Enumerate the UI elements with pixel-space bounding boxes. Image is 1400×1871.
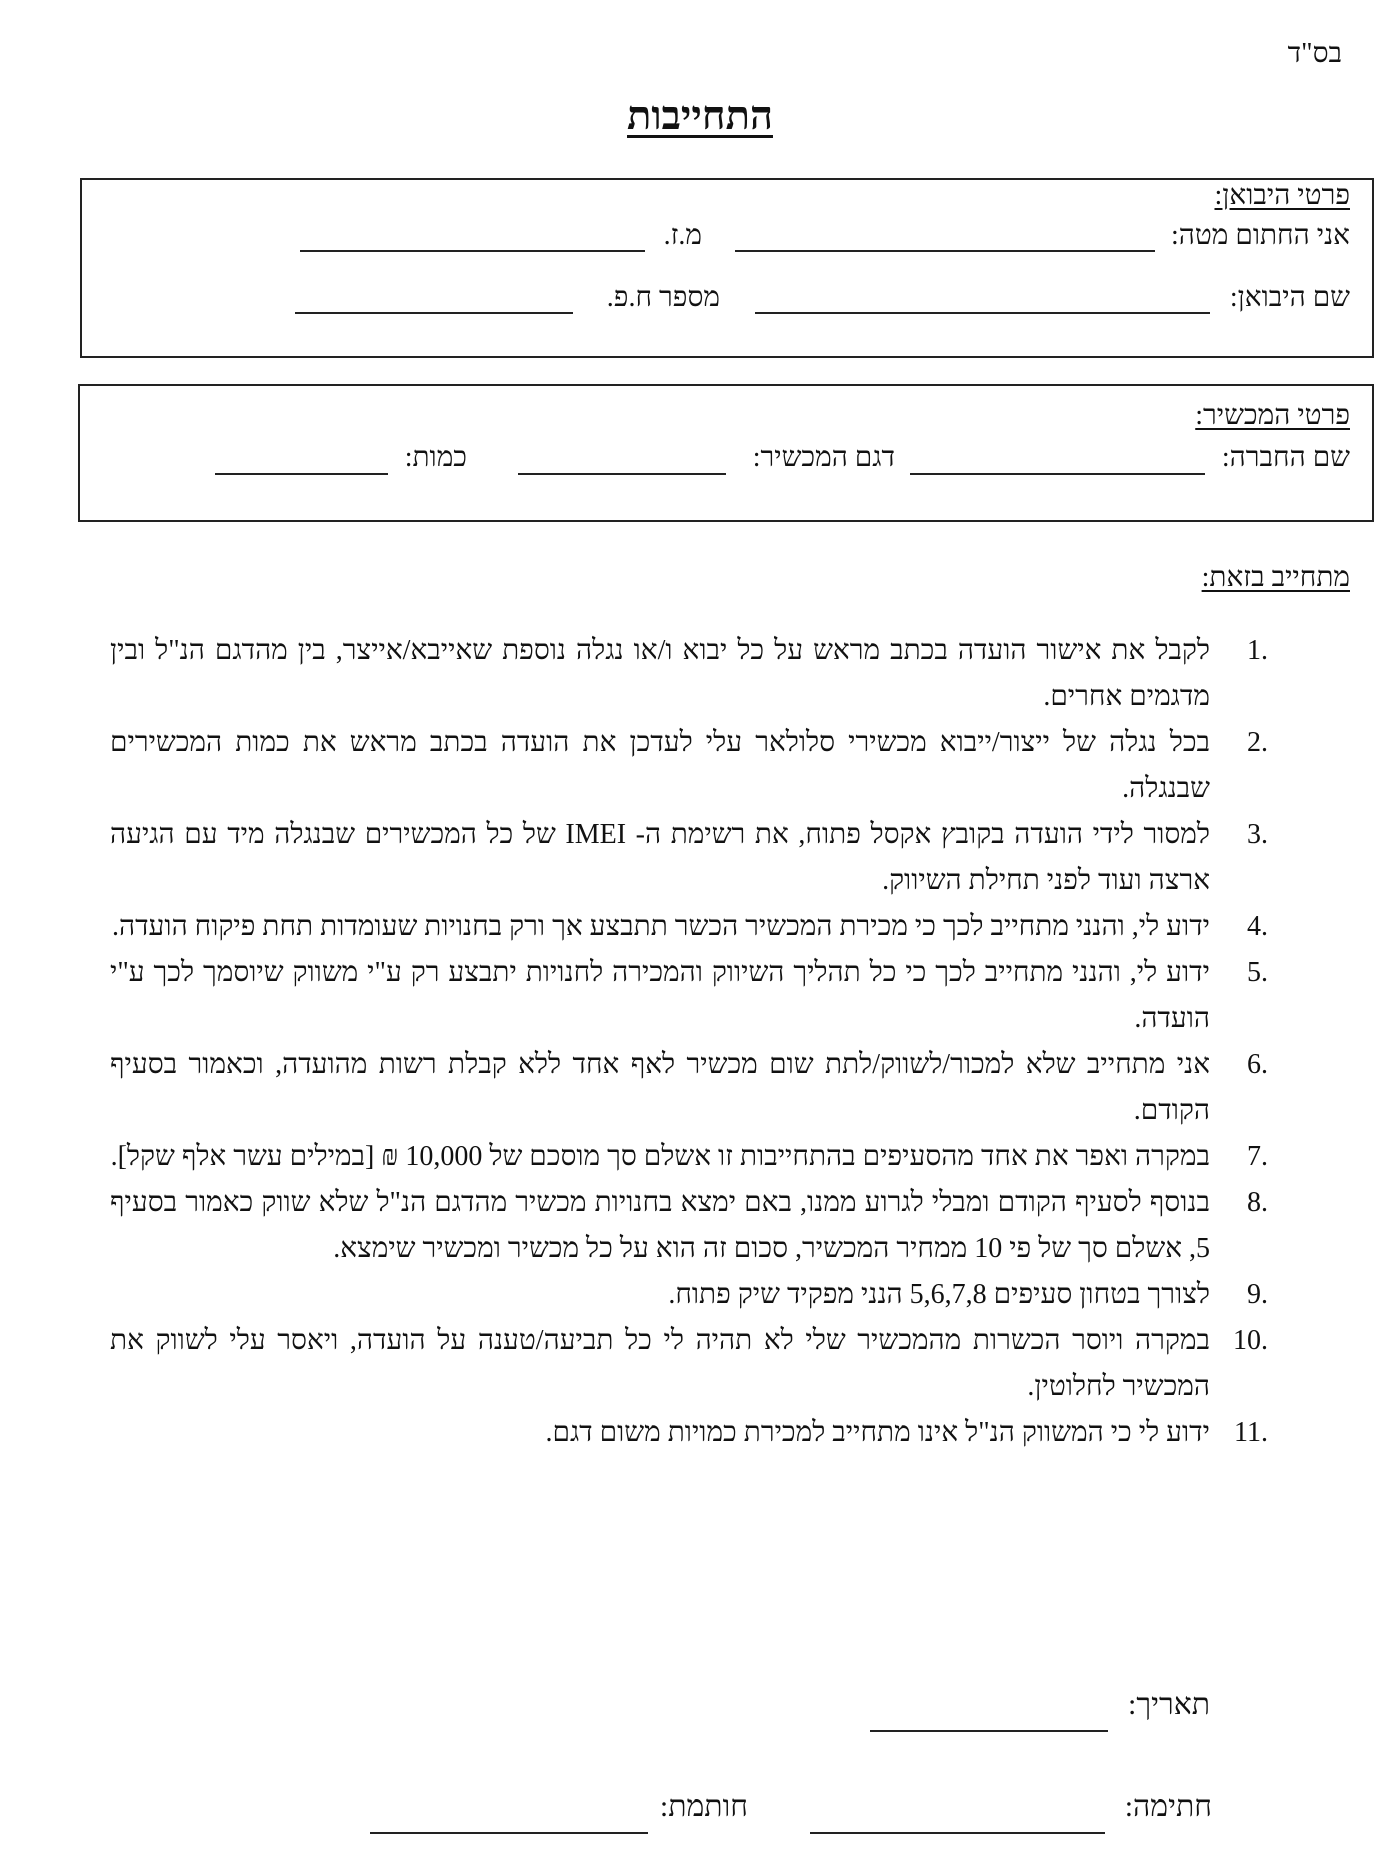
importer-details-box [80,178,1374,358]
item-number: 1. [1247,635,1268,666]
device-model-label: דגם המכשיר: [752,442,895,473]
stamp-label: חותמת: [659,1790,748,1823]
importer-name-label: שם היבואן: [1229,282,1350,313]
id-number-field[interactable] [300,250,645,252]
item-number: 8. [1247,1187,1268,1218]
item-number: 2. [1247,727,1268,758]
item-text: ידוע לי, והנני מתחייב לכך כי כל תהליך השיווק והמכירה לחנויות יתבצע רק ע"י משווק שיוסמך לכך ע"י הועדה. [110,957,1210,1034]
stamp-field[interactable] [370,1832,648,1834]
item-number: 6. [1247,1049,1268,1080]
signer-name-field[interactable] [735,250,1155,252]
item-text: ידוע לי, והנני מתחייב לכך כי מכירת המכשיר הכשר תתבצע אך ורק בחנויות שעומדות תחת פיקוח הועדה. [111,911,1210,942]
item-text: בנוסף לסעיף הקודם ומבלי לגרוע ממנו, באם ימצא בחנויות מכשיר מהדגם הנ"ל שלא שווק כאמור בסעיף 5, אשלם סך של פי 10 ממחיר המכשיר, סכום זה הוא על כל מכשיר ומכשיר שימצא. [110,1187,1210,1264]
list-item [0,812,1400,904]
device-details-box [78,384,1374,522]
list-item [0,628,1400,720]
list-item [0,1318,1400,1410]
item-number: 9. [1247,1279,1268,1310]
company-name-field[interactable] [910,473,1205,475]
item-text: במקרה ואפר את אחד מהסעיפים בהתחייבות זו אשלם סך מוסכם של 10,000 ₪ [במילים עשר אלף שקל]. [110,1141,1210,1172]
company-number-field[interactable] [295,312,573,314]
importer-name-field[interactable] [755,312,1210,314]
list-item [0,720,1400,812]
item-text: בכל נגלה של ייצור/ייבוא מכשירי סלולאר עלי לעדכן את הועדה בכתב מראש את כמות המכשירים שבנגלה. [110,727,1210,804]
document-title: התחייבות [627,93,773,138]
device-section-heading: פרטי המכשיר: [1195,400,1350,431]
list-item [0,904,1400,950]
item-text: ידוע לי כי המשווק הנ"ל אינו מתחייב למכירת כמויות משום דגם. [545,1417,1210,1448]
signature-field[interactable] [810,1832,1105,1834]
item-number: 5. [1247,957,1268,988]
date-field[interactable] [870,1730,1108,1732]
signer-label: אני החתום מטה: [1170,220,1350,251]
list-item [0,1042,1400,1134]
bsd-header: בס"ד [1287,38,1342,69]
item-text: למסור לידי הועדה בקובץ אקסל פתוח, את רשימת ה- IMEI של כל המכשירים שבנגלה מיד עם הגיעה ארצה ועוד לפני תחילת השיווק. [110,819,1210,896]
device-model-field[interactable] [518,473,726,475]
date-label: תאריך: [1128,1688,1210,1721]
item-text: לקבל את אישור הועדה בכתב מראש על כל יבוא ו/או נגלה נוספת שאייבא/אייצר, בין מהדגם הנ"ל ובין מדגמים אחרים. [110,635,1210,712]
id-label: מ.ז. [663,220,702,251]
list-item [0,1134,1400,1180]
item-text: אני מתחייב שלא למכור/לשווק/לתת שום מכשיר לאף אחד ללא קבלת רשות מהועדה, וכאמור בסעיף הקודם. [110,1049,1210,1126]
item-number: 11. [1234,1417,1268,1448]
company-number-label: מספר ח.פ. [606,282,720,313]
item-number: 3. [1247,819,1268,850]
commitment-list [0,628,1400,1456]
commitment-heading: מתחייב בזאת: [1201,562,1350,593]
item-number: 4. [1247,911,1268,942]
list-item [0,1180,1400,1272]
list-item [0,950,1400,1042]
importer-section-heading: פרטי היבואן: [1214,180,1350,211]
item-number: 7. [1247,1141,1268,1172]
list-item [0,1272,1400,1318]
item-text: במקרה ויוסר הכשרות מהמכשיר שלי לא תהיה לי כל תביעה/טענה על הועדה, ויאסר עלי לשווק את המכשיר לחלוטין. [110,1325,1210,1402]
signature-label: חתימה: [1124,1790,1212,1823]
item-text: לצורך בטחון סעיפים 5,6,7,8 הנני מפקיד שיק פתוח. [668,1279,1210,1310]
item-number: 10. [1233,1325,1268,1356]
quantity-label: כמות: [404,442,467,473]
company-name-label: שם החברה: [1221,442,1350,473]
list-item [0,1410,1400,1456]
quantity-field[interactable] [215,473,388,475]
